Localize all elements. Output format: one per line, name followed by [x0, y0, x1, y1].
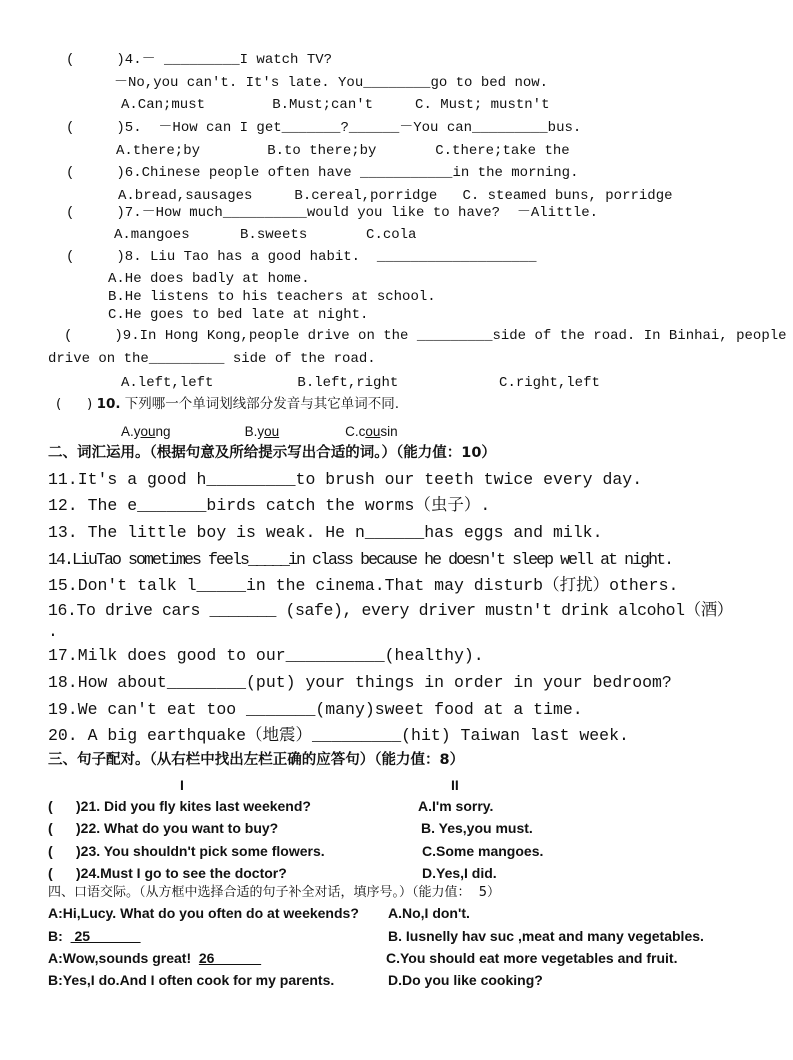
q4-question: ( )4.－ _________I watch TV?: [66, 52, 333, 68]
part4-heading: 四、口语交际。（从方框中选择合适的句子补全对话，填序号。）（能力值： 5）: [48, 885, 501, 900]
q13: 13. The little boy is weak. He n______has eggs and milk.: [48, 523, 603, 542]
dialog-line-2-speaker: B:: [48, 928, 71, 944]
answer-b: B. Yes,you must.: [421, 820, 533, 836]
q6-question: ( )6.Chinese people often have ___________in the morning.: [66, 165, 579, 181]
q22: ( )22. What do you want to buy?: [48, 820, 279, 836]
q10-text: 下列哪一个单词划线部分发音与其它单词不同.: [120, 396, 400, 412]
q4-options: A.Can;must B.Must;can't C. Must; mustn't: [121, 97, 550, 113]
part3-heading: 三、句子配对。（从右栏中找出左栏正确的应答句）（能力值：8）: [48, 752, 465, 768]
q10-number: 10.: [96, 396, 121, 412]
q10-opt-a-underlined: ou: [140, 424, 156, 439]
q12: 12. The e_______birds catch the worms（虫子）.: [48, 496, 491, 515]
q23: ( )23. You shouldn't pick some flowers.: [48, 843, 325, 859]
q8-question: ( )8. Liu Tao has a good habit. ___________________: [66, 249, 537, 265]
choice-b: B. Iusnelly hav suc ,meat and many vegetables.: [388, 928, 704, 944]
q21: ( )21. Did you fly kites last weekend?: [48, 798, 311, 814]
q14: 14.LiuTao sometimes feels_____in class because he doesn't sleep well at night.: [48, 550, 673, 569]
q18: 18.How about________(put) your things in order in your bedroom?: [48, 673, 672, 692]
q9-question-cont: drive on the_________ side of the road.: [48, 351, 376, 367]
q10-opt-c-underlined: ou: [365, 424, 381, 439]
q8-option-c: C.He goes to bed late at night.: [108, 307, 369, 323]
dialog-line-3-text: A:Wow,sounds great!: [48, 950, 199, 966]
q16-continuation: .: [48, 622, 58, 641]
q10-options: [121, 425, 398, 439]
q5-question: ( )5. －How can I get_______?______－You can_________bus.: [66, 120, 582, 136]
q7-question: ( )7.－How much__________would you like to have? －Alittle.: [66, 205, 599, 221]
q5-options: A.there;by B.to there;by C.there;take the: [116, 143, 570, 159]
dialog-line-1: A:Hi,Lucy. What do you often do at weekends?: [48, 905, 359, 921]
q11: 11.It's a good h_________to brush our teeth twice every day.: [48, 470, 643, 489]
q10-opt-c: C.c: [345, 424, 366, 439]
blank-26[interactable]: 26: [198, 950, 262, 966]
q10-opt-a-end: ng: [155, 424, 171, 439]
q10-opt-b: B.y: [244, 424, 265, 439]
answer-c: C.Some mangoes.: [422, 843, 544, 859]
blank-25[interactable]: 25: [70, 928, 141, 944]
column-ii-label: II: [451, 777, 459, 793]
q9-options: A.left,left B.left,right C.right,left: [121, 375, 600, 391]
dialog-line-4: B:Yes,I do.And I often cook for my parents.: [48, 972, 335, 988]
q7-options: A.mangoes B.sweets C.cola: [114, 227, 417, 243]
q19: 19.We can't eat too _______(many)sweet food at a time.: [48, 700, 583, 719]
q8-option-a: A.He does badly at home.: [108, 271, 310, 287]
q9-question: ( )9.In Hong Kong,people drive on the _________side of the road. In Binhai, people: [64, 328, 787, 344]
choice-d: D.Do you like cooking?: [388, 972, 543, 988]
q10-opt-a: A.y: [121, 424, 141, 439]
answer-a: A.I'm sorry.: [418, 798, 494, 814]
q17: 17.Milk does good to our__________(healthy).: [48, 646, 484, 665]
q10-opt-c-end: sin: [380, 424, 398, 439]
q8-option-b: B.He listens to his teachers at school.: [108, 289, 436, 305]
q4-answer-line: －No,you can't. It's late. You________go to bed now.: [114, 75, 549, 91]
q10-question: [56, 398, 399, 412]
q16: 16.To drive cars _______ (safe), every driver mustn't drink alcohol（酒）: [48, 601, 733, 620]
q10-prefix: ( ): [56, 396, 97, 412]
choice-c: C.You should eat more vegetables and fruit.: [386, 950, 678, 966]
q15: 15.Don't talk l_____in the cinema.That may disturb（打扰）others.: [48, 576, 679, 595]
dialog-line-3: [48, 951, 261, 965]
choice-a: A.No,I don't.: [388, 905, 470, 921]
q6-options: A.bread,sausages B.cereal,porridge C. steamed buns, porridge: [118, 188, 673, 204]
q20: 20. A big earthquake（地震）_________(hit) Taiwan last week.: [48, 726, 629, 745]
q10-opt-b-underlined: ou: [264, 424, 280, 439]
answer-d: D.Yes,I did.: [422, 865, 497, 881]
q24: ( )24.Must I go to see the doctor?: [48, 865, 287, 881]
part2-heading: 二、词汇运用。（根据句意及所给提示写出合适的词。）（能力值：10）: [48, 445, 496, 461]
dialog-line-2: [48, 929, 141, 943]
column-i-label: I: [180, 777, 184, 793]
